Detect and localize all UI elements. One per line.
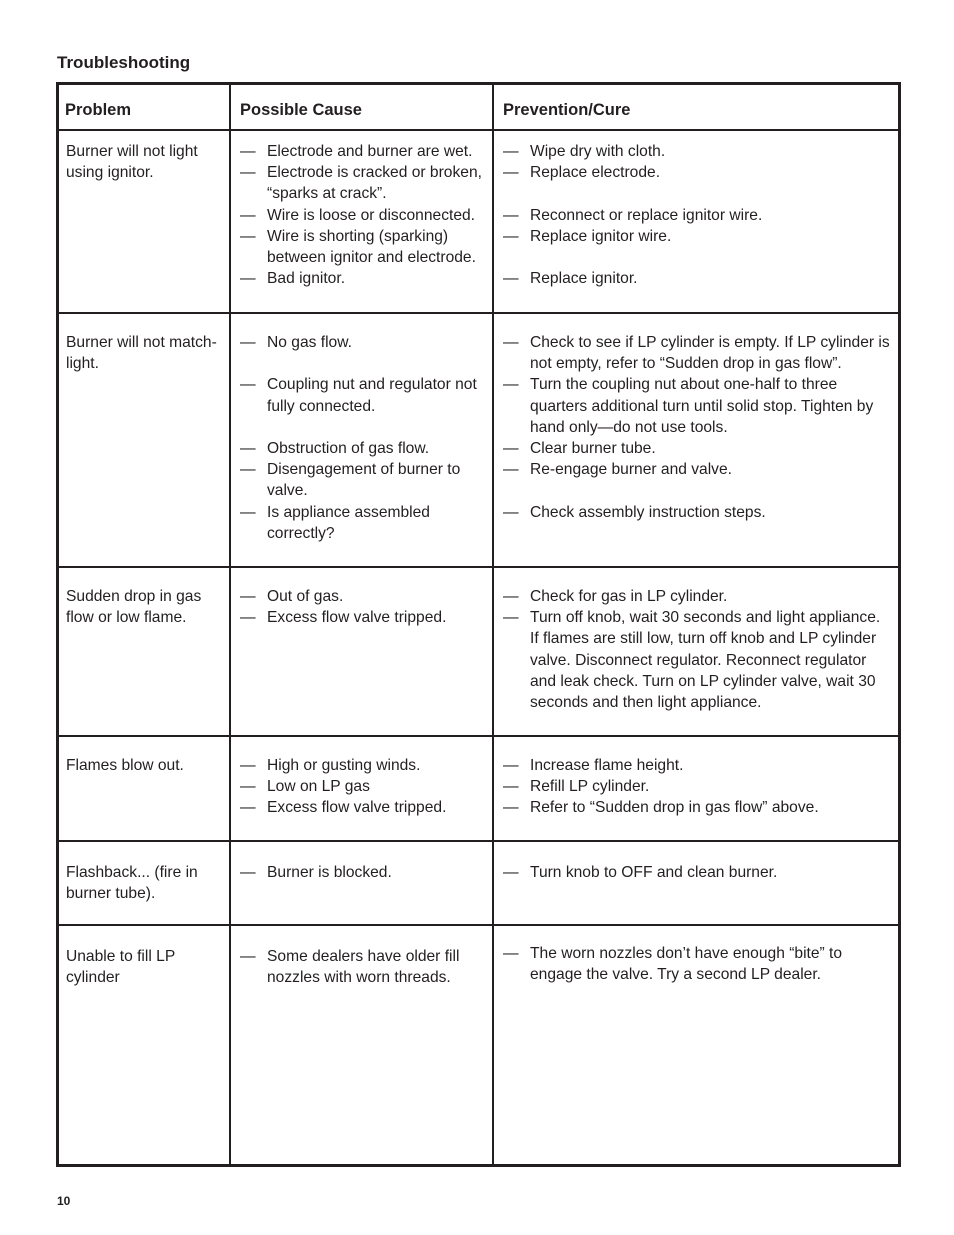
cure-text: Replace ignitor wire. — [530, 227, 672, 245]
cure-text: Check for gas in LP cylinder. — [530, 588, 728, 605]
list-item: — Turn knob to OFF and clean burner. — [503, 862, 892, 883]
cause-text: Wire is loose or disconnected. — [267, 206, 476, 224]
cause-text: Wire is shorting (sparking) between ignitor and electrode. — [267, 227, 476, 267]
list-item: — Refer to “Sudden drop in gas flow” above. — [503, 797, 892, 818]
problem-text: Burner will not match-light. — [66, 334, 217, 373]
table-row — [59, 131, 898, 314]
cause-text: Excess flow valve tripped. — [267, 609, 447, 627]
cure-list — [500, 586, 892, 713]
list-item: — Turn the coupling nut about one-half to three quarters additional turn until solid stop. Tighten by hand only—do not use tools. — [503, 374, 892, 438]
table-header-row — [59, 85, 898, 131]
list-item: — Disengagement of burner to valve. — [240, 459, 486, 501]
table-row — [59, 314, 898, 568]
list-item: — Check for gas in LP cylinder. — [503, 586, 892, 607]
list-item: — Is appliance assembled correctly? — [240, 502, 486, 544]
problem-text: Flames blow out. — [66, 757, 184, 774]
header-possible-cause: Possible Cause — [231, 85, 494, 129]
cause-text: Excess flow valve tripped. — [267, 799, 447, 817]
list-item: — Replace ignitor wire. — [503, 226, 892, 247]
section-title: Troubleshooting — [57, 53, 191, 72]
cause-text: Coupling nut and regulator not fully connected. — [267, 376, 477, 415]
cause-text: Some dealers have older fill nozzles with worn threads. — [267, 948, 460, 987]
cause-list — [237, 862, 486, 883]
cause-text: Electrode is cracked or broken, “sparks at crack”. — [267, 164, 482, 203]
page-number: 10 — [57, 1194, 71, 1208]
list-item: — High or gusting winds. — [240, 755, 486, 776]
list-item: — Check to see if LP cylinder is empty. If LP cylinder is not empty, refer to “Sudden drop in gas flow”. — [503, 332, 892, 374]
list-item: — Coupling nut and regulator not fully connected. — [240, 374, 486, 416]
problem-text: Burner will not light using ignitor. — [66, 143, 198, 182]
cure-text: Refer to “Sudden drop in gas flow” above. — [530, 799, 819, 817]
table-row — [59, 842, 898, 926]
list-item: — Electrode is cracked or broken, “sparks at crack”. — [240, 162, 486, 204]
table-row — [59, 737, 898, 842]
list-item: — Replace electrode. — [503, 162, 892, 183]
list-item: — Excess flow valve tripped. — [240, 607, 486, 628]
cure-text: Check assembly instruction steps. — [530, 503, 766, 521]
cure-text: Clear burner tube. — [530, 440, 656, 458]
list-item: — Wire is loose or disconnected. — [240, 205, 486, 226]
list-item: — Reconnect or replace ignitor wire. — [503, 205, 892, 226]
cure-text: Turn the coupling nut about one-half to three quarters additional turn until solid stop. Tighten by hand only—do not use tools. — [530, 376, 874, 436]
list-item: — No gas flow. — [240, 332, 486, 353]
cure-text: Refill LP cylinder. — [530, 778, 650, 796]
cause-list — [237, 332, 486, 544]
list-item: — The worn nozzles don’t have enough “bite” to engage the valve. Try a second LP dealer. — [503, 943, 892, 985]
list-item: — Obstruction of gas flow. — [240, 438, 486, 459]
list-item: — Replace ignitor. — [503, 268, 892, 289]
list-item: — Check assembly instruction steps. — [503, 502, 892, 523]
cure-text: Increase flame height. — [530, 757, 684, 774]
cure-list — [500, 755, 892, 819]
table-row — [59, 926, 898, 1164]
cause-text: High or gusting winds. — [267, 757, 421, 774]
cure-text: Re-engage burner and valve. — [530, 461, 732, 479]
list-item: — Wire is shorting (sparking) between ignitor and electrode. — [240, 226, 486, 268]
cure-list — [500, 332, 892, 523]
cause-text: Bad ignitor. — [267, 270, 346, 288]
header-prevention-cure: Prevention/Cure — [503, 101, 631, 119]
troubleshooting-table — [56, 82, 901, 1167]
cure-text: Wipe dry with cloth. — [530, 143, 666, 160]
list-item: — Re-engage burner and valve. — [503, 459, 892, 480]
problem-text: Flashback... (fire in burner tube). — [66, 864, 198, 903]
list-item: — Excess flow valve tripped. — [240, 797, 486, 818]
list-item: — Wipe dry with cloth. — [503, 141, 892, 162]
problem-text: Sudden drop in gas flow or low flame. — [66, 588, 202, 627]
cause-list — [237, 586, 486, 628]
cure-list — [500, 862, 892, 883]
cause-list — [237, 755, 486, 819]
list-item: — Clear burner tube. — [503, 438, 892, 459]
cause-text: Burner is blocked. — [267, 864, 392, 881]
cause-text: No gas flow. — [267, 334, 352, 351]
list-item: — Refill LP cylinder. — [503, 776, 892, 797]
list-item: — Turn off knob, wait 30 seconds and light appliance. If flames are still low, turn off knob and LP cylinder valve. Disconnect regulator. Reconnect regulator and leak check. Turn on LP cylinder valve, wait 30 seconds and then light appliance. — [503, 607, 892, 713]
list-item: — Bad ignitor. — [240, 268, 486, 289]
list-item: — Some dealers have older fill nozzles with worn threads. — [240, 946, 486, 988]
cure-text: Turn off knob, wait 30 seconds and light appliance. If flames are still low, turn off knob and LP cylinder valve. Disconnect regulator. Reconnect regulator and leak check. Turn on LP cylinder valve, wait 30 seconds and then light appliance. — [530, 609, 881, 712]
list-item: — Burner is blocked. — [240, 862, 486, 883]
cure-text: The worn nozzles don’t have enough “bite” to engage the valve. Try a second LP dealer. — [530, 945, 843, 984]
list-item: — Low on LP gas — [240, 776, 486, 797]
cause-list — [237, 946, 486, 988]
cause-text: Is appliance assembled correctly? — [267, 503, 430, 542]
cause-text: Out of gas. — [267, 588, 344, 605]
cause-text: Disengagement of burner to valve. — [267, 461, 461, 500]
cause-text: Low on LP gas — [267, 778, 370, 796]
cause-list — [237, 141, 486, 289]
cure-text: Replace ignitor. — [530, 270, 638, 288]
table-row — [59, 568, 898, 737]
cure-text: Turn knob to OFF and clean burner. — [530, 864, 778, 881]
list-item: — Out of gas. — [240, 586, 486, 607]
list-item: — Increase flame height. — [503, 755, 892, 776]
cure-list — [500, 141, 892, 289]
cause-text: Electrode and burner are wet. — [267, 143, 473, 160]
list-item: — Electrode and burner are wet. — [240, 141, 486, 162]
header-problem: Problem — [59, 85, 231, 129]
cause-text: Obstruction of gas flow. — [267, 439, 430, 457]
cure-list — [500, 943, 892, 985]
cure-text: Check to see if LP cylinder is empty. If LP cylinder is not empty, refer to “Sudden drop in gas flow”. — [530, 334, 890, 373]
cure-text: Replace electrode. — [530, 164, 661, 182]
cure-text: Reconnect or replace ignitor wire. — [530, 206, 763, 224]
problem-text: Unable to fill LP cylinder — [66, 948, 175, 987]
